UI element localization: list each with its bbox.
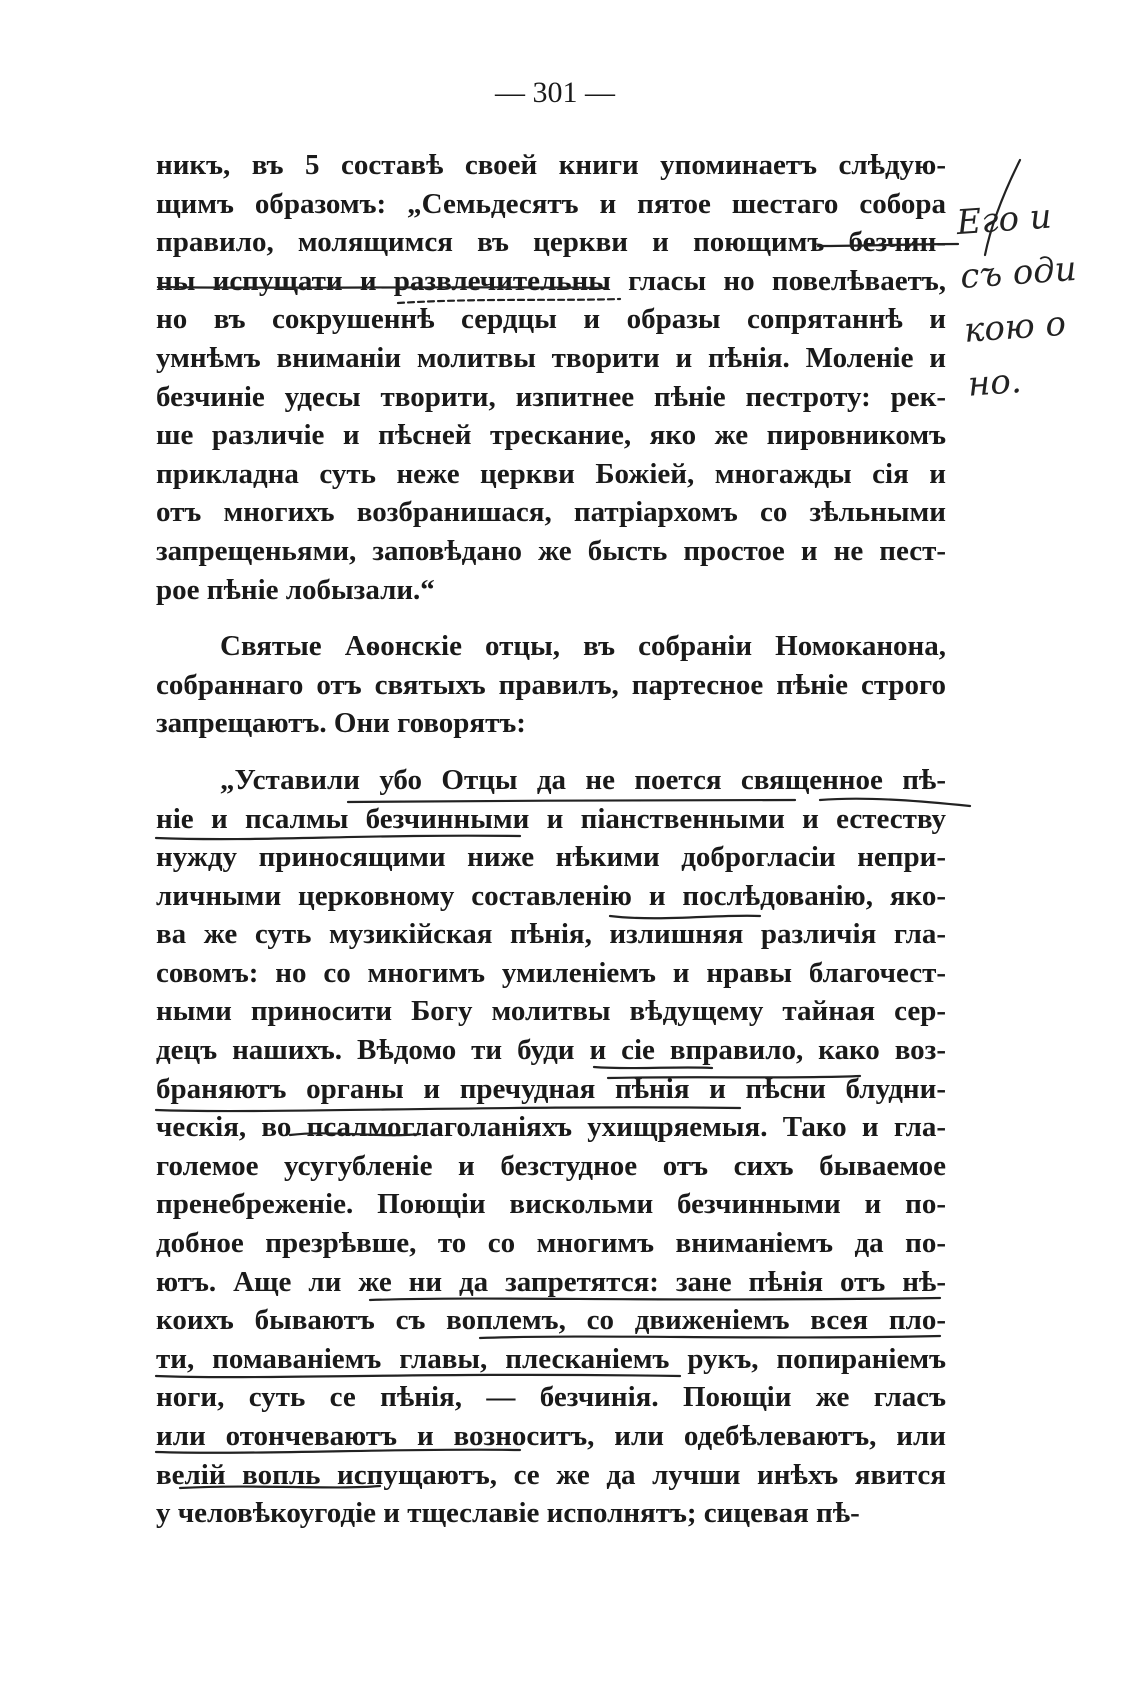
text-line: запрещеньями, заповѣдано же бысть простое и не пест- — [156, 534, 946, 567]
margin-note-line: кою о — [962, 303, 1068, 351]
paragraph-gap — [156, 609, 946, 627]
margin-note-line: съ оди — [958, 248, 1078, 297]
text-line: големое усугубленiе и безстудное отъ сихъ бываемое — [156, 1149, 946, 1182]
text-line: ютъ. Аще ли же ни да запретятся: зане пѣнiя отъ нѣ- — [156, 1265, 946, 1298]
text-line: рое пѣнiе лобызали.“ — [156, 573, 435, 606]
text-line: но въ сокрушеннѣ сердцы и образы сопрятаннѣ и — [156, 303, 946, 336]
text-line: нужду приносящими ниже нѣкими доброгласiи непри- — [156, 841, 946, 874]
text-line: ва же суть музикiйская пѣнiя, излишняя различiя гла- — [156, 918, 946, 951]
margin-note-line: Его и — [955, 196, 1053, 244]
text-line: ны испущати и развлечительны гласы но повелѣваетъ, — [156, 264, 946, 297]
text-line: добное презрѣвше, то со многимъ вниманiемъ да по- — [156, 1227, 946, 1260]
text-line: браняютъ органы и пречудная пѣнiя и пѣсни блудни- — [156, 1072, 946, 1105]
text-line: безчинiе удесы творити, изпитнее пѣнiе пестроту: рек- — [156, 380, 946, 413]
text-line: прикладна суть неже церкви Божiей, многажды сiя и — [156, 457, 946, 490]
text-line: правило, молящимся въ церкви и поющимъ безчин- — [156, 226, 946, 259]
handwritten-margin-note — [955, 184, 1140, 411]
text-line: или отончеваютъ и возноситъ, или одебѣлеваютъ, или — [156, 1420, 946, 1452]
text-line: отъ многихъ возбранишася, патрiархомъ со зѣльными — [156, 496, 946, 529]
text-line: велiй вопль испущаютъ, се же да лучши инѣхъ явится — [156, 1458, 946, 1491]
text-line: „Уставили убо Отцы да не поется священное пѣ- — [220, 763, 946, 796]
text-line: никъ, въ 5 составѣ своей книги упоминаетъ слѣдую- — [156, 149, 946, 181]
text-line: личными церковному составленiю и послѣдованiю, яко- — [156, 879, 946, 912]
text-line: ше различiе и пѣсней трескание, яко же пировникомъ — [156, 419, 946, 452]
text-line: щимъ образомъ: „Семьдесятъ и пятое шестаго собора — [156, 187, 946, 220]
text-line: собраннаго отъ святыхъ правилъ, партесное пѣнiе строго — [156, 668, 946, 701]
text-line: децъ нашихъ. Вѣдомо ти буди и сiе вправило, како воз- — [156, 1034, 946, 1067]
text-line: ными приносити Богу молитвы вѣдущему тайная сер- — [156, 995, 946, 1028]
text-line: нiе и псалмы безчинными и пiанственными и естеству — [156, 802, 946, 835]
text-line: Святые Аѳонскiе отцы, въ собранiи Номоканона, — [220, 630, 946, 663]
text-line: умнѣмъ вниманiи молитвы творити и пѣнiя. Моленiе и — [156, 341, 946, 374]
text-line: пренебреженiе. Поющiи вискольми безчинными и по- — [156, 1188, 946, 1221]
page-number: — 301 — — [495, 76, 615, 109]
body-text — [156, 146, 946, 1533]
text-line: коихъ бываютъ съ воплемъ, со движенiемъ всея пло- — [156, 1304, 946, 1337]
paragraph-gap — [156, 743, 946, 761]
text-line: ческiя, во псалмоглаголанiяхъ ухищряемыя. Тако и гла- — [156, 1111, 946, 1144]
text-line: ти, помаванiемъ главы, плесканiемъ рукъ, попиранiемъ — [156, 1342, 946, 1375]
text-line: запрещаютъ. Они говорятъ: — [156, 707, 526, 740]
text-line: ноги, суть се пѣнiя, — безчинiя. Поющiи же гласъ — [156, 1381, 946, 1414]
text-line: совомъ: но со многимъ умиленiемъ и нравы благочест- — [156, 956, 946, 989]
margin-note-line: но. — [966, 361, 1023, 405]
text-line: у человѣкоугодiе и тщеславiе исполнятъ; сицевая пѣ- — [156, 1497, 860, 1530]
